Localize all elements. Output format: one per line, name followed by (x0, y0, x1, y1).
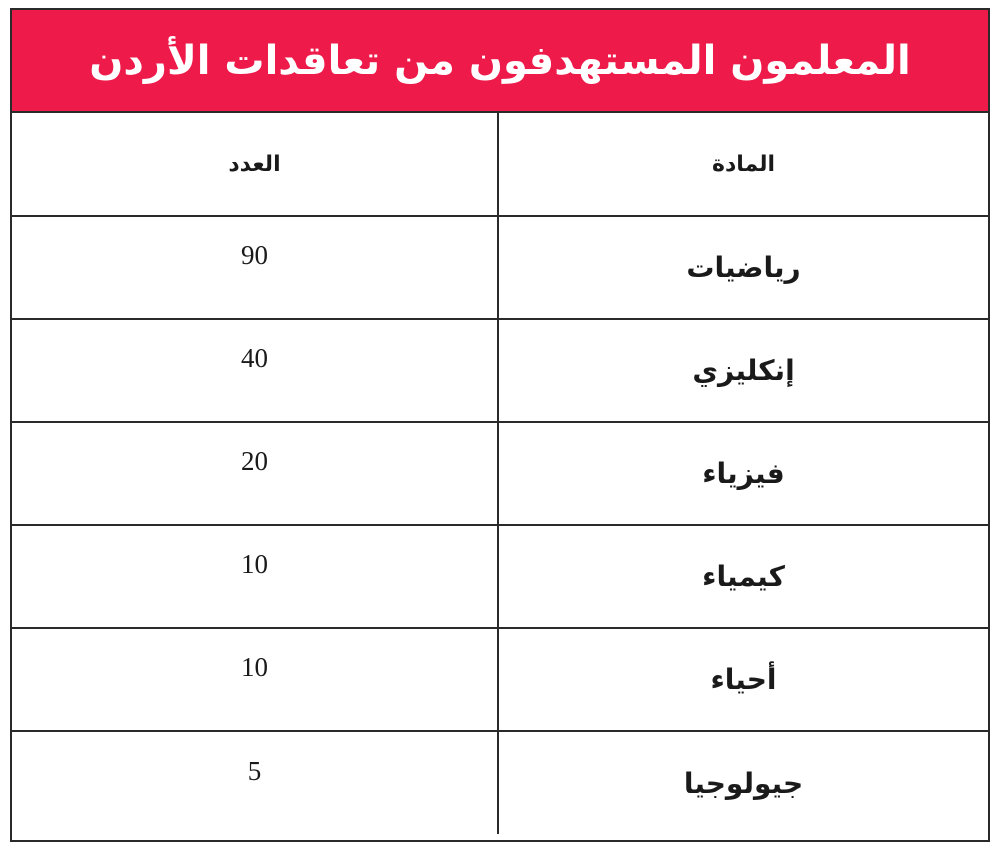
header-count: العدد (12, 113, 498, 216)
count-value: 10 (241, 549, 268, 579)
count-cell (12, 216, 498, 319)
header-row (12, 113, 988, 216)
subject-cell: فيزياء (498, 422, 988, 525)
count-cell (12, 525, 498, 628)
count-cell (12, 319, 498, 422)
subject-cell: رياضيات (498, 216, 988, 319)
count-value: 10 (241, 652, 268, 682)
count-value: 20 (241, 446, 268, 476)
table-row (12, 731, 988, 834)
subject-cell: جيولوجيا (498, 731, 988, 834)
table-row (12, 422, 988, 525)
table-row (12, 525, 988, 628)
table-row (12, 628, 988, 731)
count-value: 90 (241, 240, 268, 270)
subject-cell: إنكليزي (498, 319, 988, 422)
count-cell (12, 731, 498, 834)
subject-cell: كيمياء (498, 525, 988, 628)
table-title: المعلمون المستهدفون من تعاقدات الأردن (89, 37, 911, 84)
count-value: 5 (247, 755, 262, 786)
header-subject: المادة (498, 113, 988, 216)
table-row (12, 216, 988, 319)
title-bar (12, 10, 988, 113)
table-row (12, 319, 988, 422)
count-cell (12, 628, 498, 731)
count-cell (12, 422, 498, 525)
count-value: 40 (241, 343, 268, 373)
subject-cell: أحياء (498, 628, 988, 731)
table-frame (10, 8, 990, 842)
teachers-table (12, 113, 988, 834)
